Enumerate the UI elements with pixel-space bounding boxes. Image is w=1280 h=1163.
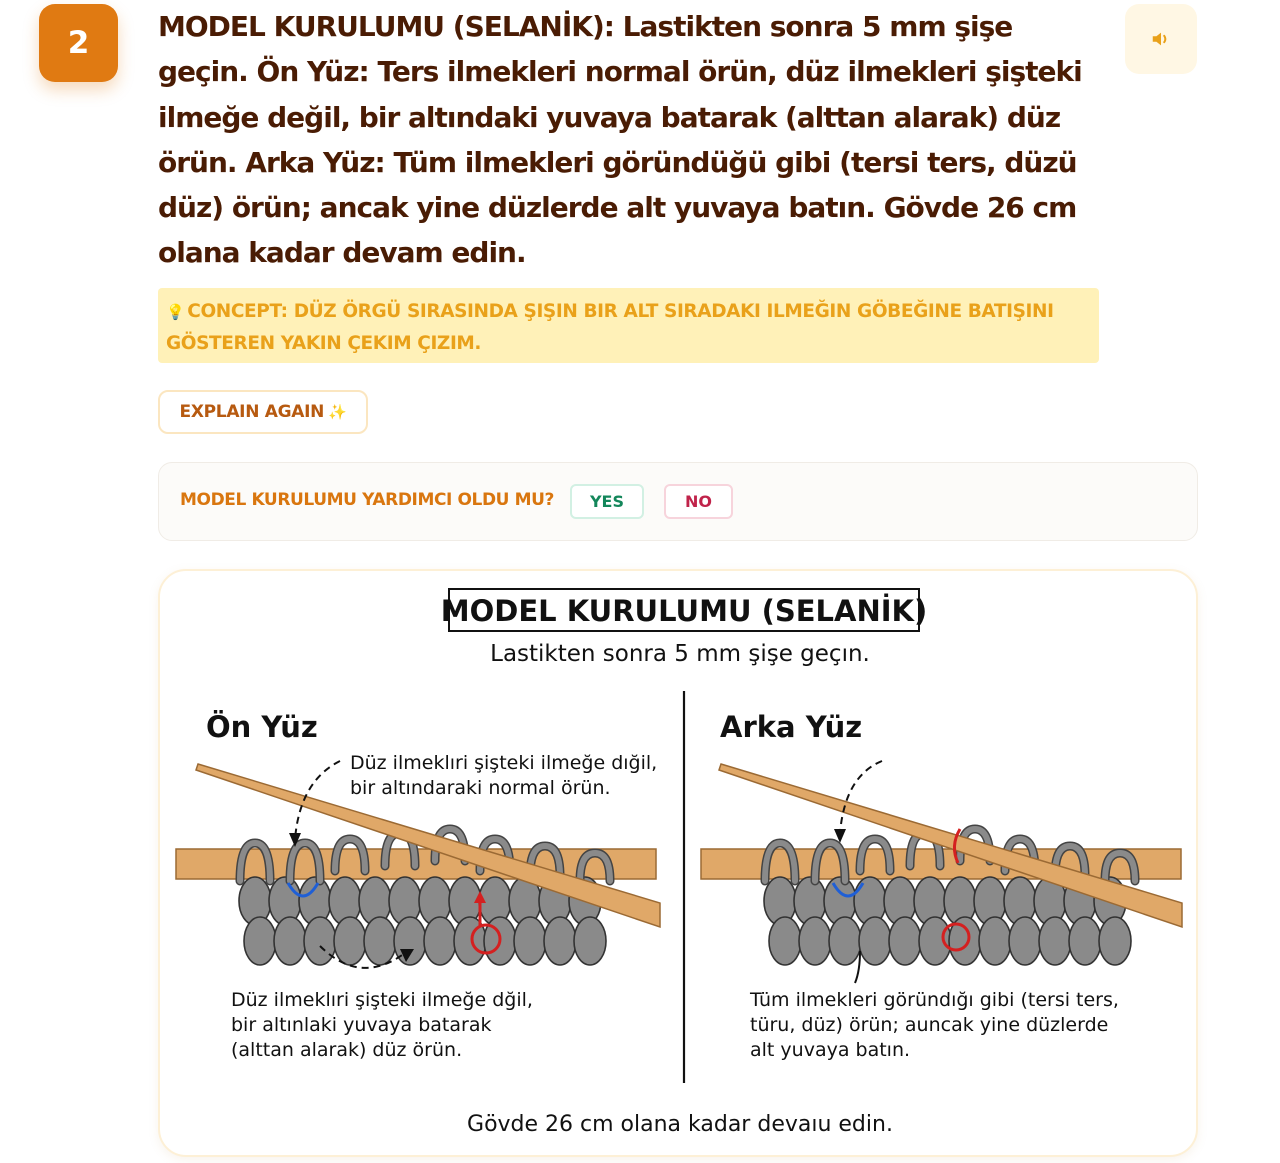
lightbulb-icon: 💡 bbox=[166, 303, 185, 321]
feedback-panel bbox=[158, 462, 1198, 541]
no-label: NO bbox=[685, 492, 712, 511]
front-side-heading: Ön Yüz bbox=[206, 710, 318, 744]
concept-note bbox=[158, 288, 1099, 363]
speaker-icon bbox=[1150, 28, 1172, 50]
front-top-note-2: bir altındaraki normal örün. bbox=[350, 777, 611, 799]
sparkles-icon: ✨ bbox=[328, 403, 347, 421]
diagram-card bbox=[158, 569, 1198, 1157]
yes-label: YES bbox=[589, 492, 625, 511]
back-side-heading: Arka Yüz bbox=[720, 710, 863, 744]
step-number: 2 bbox=[67, 25, 90, 61]
explain-again-button[interactable] bbox=[158, 390, 368, 434]
back-knitting-illustration bbox=[701, 761, 1182, 983]
diagram-title: MODEL KURULUMU (SELANİK) bbox=[440, 594, 928, 628]
back-bottom-note-3: alt yuvaya batın. bbox=[750, 1039, 911, 1061]
read-aloud-button[interactable] bbox=[1125, 4, 1197, 74]
explain-again-label: EXPLAIN AGAIN bbox=[179, 402, 325, 422]
yes-button[interactable] bbox=[570, 484, 644, 519]
knitting-diagram bbox=[160, 571, 1198, 1157]
back-bottom-note-2: türu, düz) örün; auncak yine düzlerde bbox=[750, 1014, 1109, 1036]
front-bottom-note-3: (alttan alarak) düz örün. bbox=[231, 1039, 463, 1061]
diagram-footer: Gövde 26 cm olana kadar devaıu edin. bbox=[467, 1112, 893, 1137]
diagram-subtitle: Lastikten sonra 5 mm şişe geçın. bbox=[490, 641, 870, 667]
front-top-note-1: Düz ilmeklıri şişteki ilmeğe dığil, bbox=[350, 752, 658, 774]
step-number-badge bbox=[39, 4, 118, 82]
back-bottom-note-1: Tüm ilmekleri göründığı gibi (tersi ters, bbox=[750, 989, 1119, 1011]
concept-text: CONCEPT: DÜZ ÖRGÜ SIRASINDA ŞIŞIN BIR ALT SIRADAKI ILMEĞIN GÖBEĞINE BATIŞINI GÖSTEREN YAKIN ÇEKIM ÇIZIM. bbox=[166, 301, 1054, 354]
front-bottom-note-1: Düz ilmeklıri şişteki ilmeğe dğil, bbox=[231, 989, 533, 1011]
no-button[interactable] bbox=[664, 484, 733, 519]
front-bottom-note-2: bir altınlaki yuvaya batarak bbox=[231, 1014, 492, 1036]
step-instruction: MODEL KURULUMU (SELANİK): Lastikten sonra 5 mm şişe geçin. Ön Yüz: Ters ilmekleri normal örün, düz ilmekleri şişteki ilmeğe değil, bir altındaki yuvaya batarak (alttan alarak) düz örün. Arka Yüz: Tüm ilmekleri göründüğü gibi (tersi ters, düzü düz) örün; ancak yine düzlerde alt yuvaya batın. Gövde 26 cm olana kadar devam edin. bbox=[158, 10, 1082, 270]
feedback-question: MODEL KURULUMU YARDIMCI OLDU MU? bbox=[180, 490, 554, 510]
